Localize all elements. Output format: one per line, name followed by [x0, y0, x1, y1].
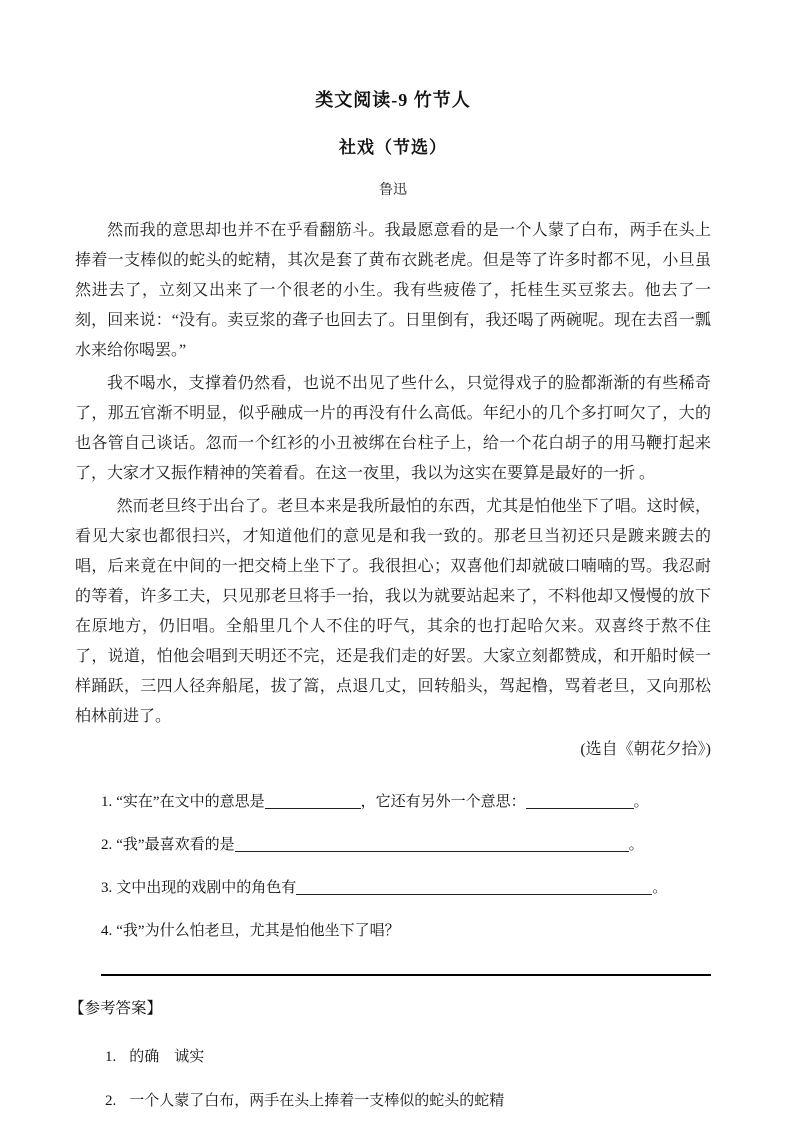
question-text: 。 [633, 794, 649, 810]
passage-paragraph: 然而我的意思却也并不在乎看翻筋斗。我最愿意看的是一个人蒙了白布，两手在头上捧着一支棒似的蛇头的蛇精，其次是套了黄布衣跳老虎。但是等了许多时都不见，小旦虽然进去了，立刻又出来了一个很老的小生。我有些疲倦了，托桂生买豆浆去。他去了一刻，回来说：“没有。卖豆浆的聋子也回去了。日里倒有，我还喝了两碗呢。现在去舀一瓢水来给你喝罢。” [75, 222, 711, 359]
question-3 [75, 878, 711, 899]
answer-blank [265, 793, 361, 809]
page-title: 类文阅读-9 竹节人 [315, 90, 471, 110]
answer-number: 1. [105, 1049, 117, 1065]
question-2 [75, 835, 711, 856]
questions-section [75, 792, 711, 942]
answer-number: 2. [105, 1093, 117, 1109]
answer-blank [296, 879, 652, 895]
answer-item-1 [75, 1046, 711, 1068]
answer-key-heading: 【参考答案】 [69, 1000, 163, 1017]
passage-paragraph: 我不喝水，支撑着仍然看，也说不出见了些什么，只觉得戏子的脸都渐渐的有些稀奇了，那五官渐不明显，似乎融成一片的再没有什么高低。年纪小的几个多打呵欠了，大的也各管自己谈话。忽而一个红衫的小丑被绑在台柱子上，给一个花白胡子的用马鞭打起来了，大家才又振作精神的笑着看。在这一夜里，我以为这实在要算是最好的一折 。 [75, 375, 711, 482]
passage-paragraph: 然而老旦终于出台了。老旦本来是我所最怕的东西，尤其是怕他坐下了唱。这时候，看见大家也都很扫兴，才知道他们的意见是和我一致的。那老旦当初还只是踱来踱去的唱，后来竟在中间的一把交椅上坐下了。我很担心；双喜他们却就破口喃喃的骂。我忍耐的等着，许多工夫，只见那老旦将手一抬，我以为就要站起来了，不料他却又慢慢的放下在原地方，仍旧唱。全船里几个人不住的吁气，其余的也打起哈欠来。双喜终于熬不住了，说道，怕他会唱到天明还不完，还是我们走的好罢。大家立刻都赞成，和开船时候一样踊跃，三四人径奔船尾，拔了篙，点退几丈，回转船头，驾起橹，骂着老旦，又向那松柏林前进了。 [75, 498, 711, 725]
question-text: “我”最喜欢看的是 [116, 837, 235, 853]
question-1 [75, 792, 711, 813]
reading-passage [75, 216, 711, 765]
question-number: 1. [101, 794, 113, 810]
passage-author: 鲁迅 [379, 183, 407, 198]
answer-blank [526, 793, 634, 809]
question-text: 。 [652, 880, 668, 896]
question-text: ，它还有另外一个意思： [360, 794, 526, 810]
question-number: 2. [101, 837, 113, 853]
question-number: 4. [101, 923, 113, 939]
question-text: 。 [628, 837, 644, 853]
question-text: “我”为什么怕老旦，尤其是怕他坐下了唱？ [116, 923, 400, 939]
question-text: 文中出现的戏剧中的角色有 [116, 880, 297, 896]
section-divider-line [101, 974, 711, 976]
question-4 [75, 921, 711, 942]
answer-text: 一个人蒙了白布，两手在头上捧着一支棒似的蛇头的蛇精 [129, 1092, 505, 1109]
passage-attribution: (选自《朝花夕拾》) [580, 741, 711, 758]
answer-text: 的确 诚实 [129, 1048, 205, 1065]
question-number: 3. [101, 880, 113, 896]
answer-item-2 [75, 1090, 711, 1112]
answer-blank [235, 836, 629, 852]
question-text: “实在”在文中的意思是 [116, 794, 265, 810]
passage-title: 社戏（节选） [339, 138, 447, 157]
answer-key-section [75, 1046, 711, 1112]
